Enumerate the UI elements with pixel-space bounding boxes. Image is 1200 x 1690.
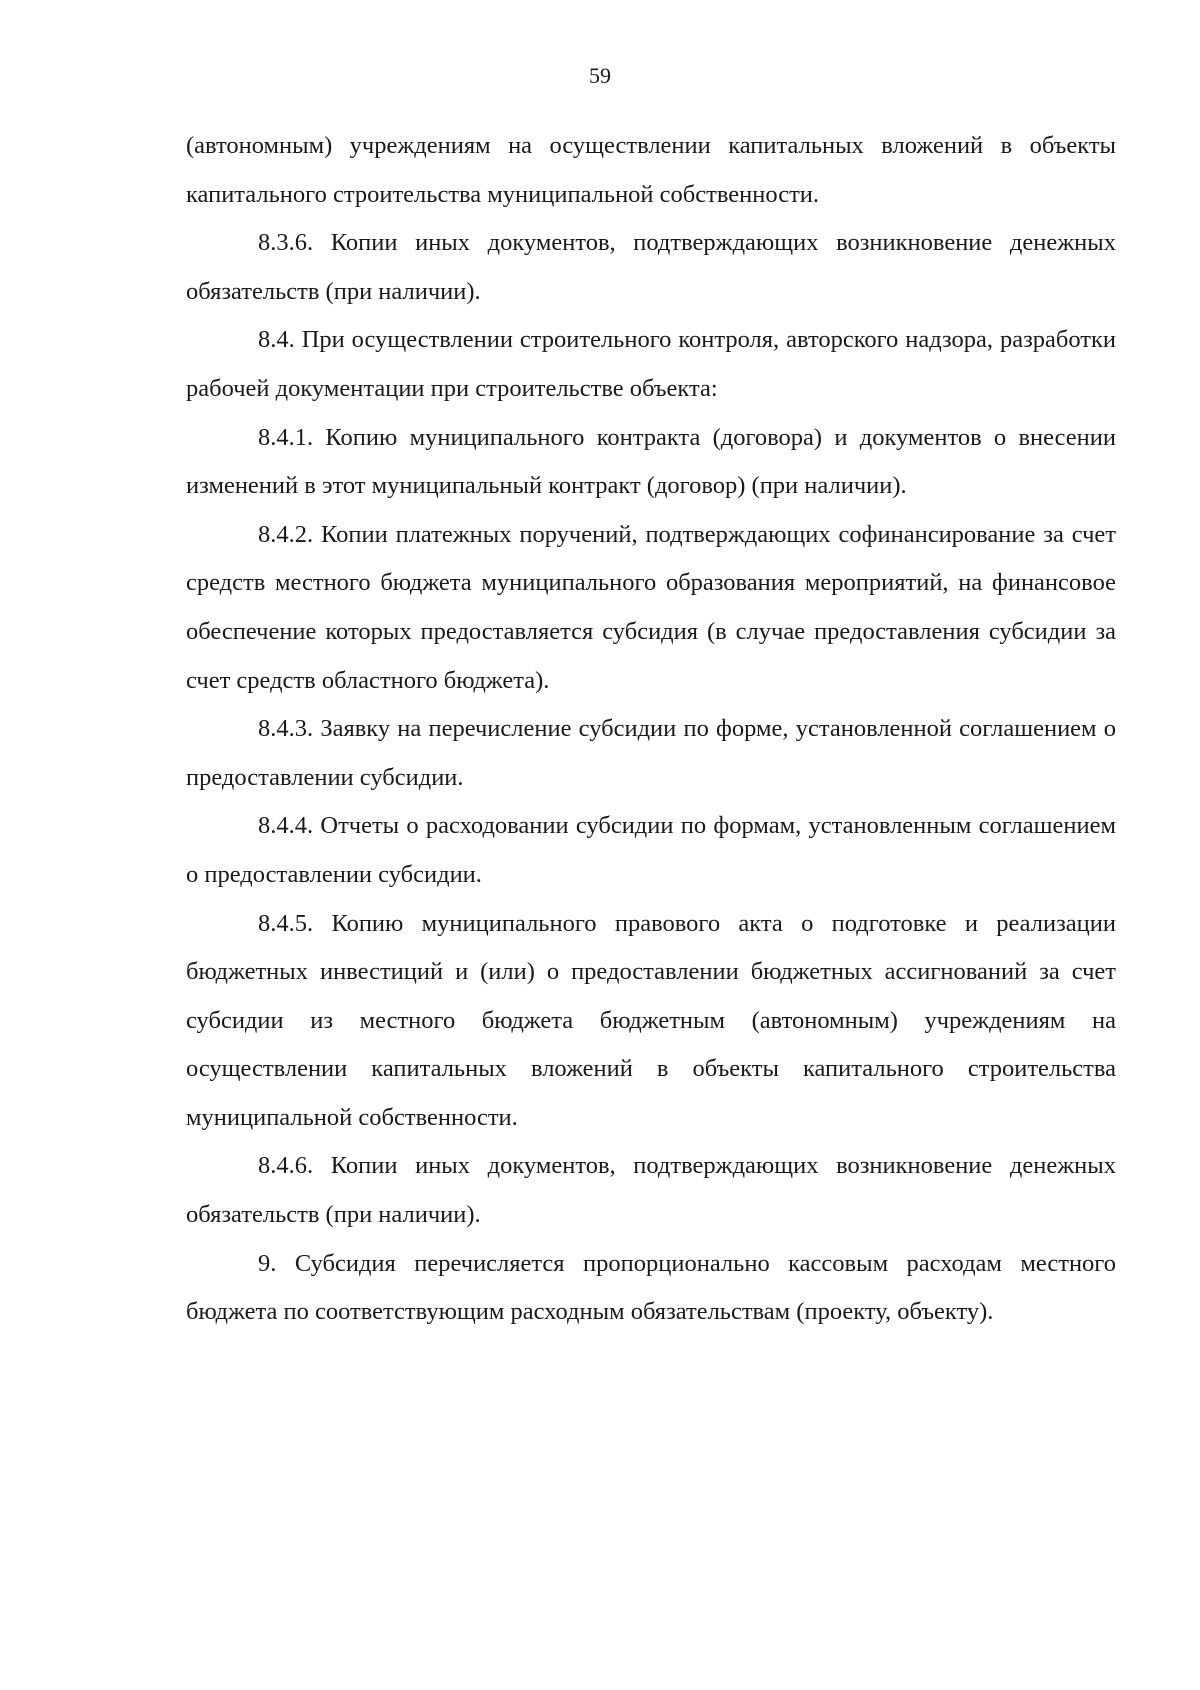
paragraph-8-4-1: 8.4.1. Копию муниципального контракта (договора) и документов о внесении изменений в этот муниципальный контракт (договор) (при наличии). xyxy=(186,423,1116,500)
paragraph-8-4-4: 8.4.4. Отчеты о расходовании субсидии по формам, установленным соглашением о предоставлении субсидии. xyxy=(186,812,1116,888)
paragraph-9: 9. Субсидия перечисляется пропорционально кассовым расходам местного бюджета по соответствующим расходным обязательствам (проекту, объекту). xyxy=(186,1249,1116,1326)
paragraph-8-4-6: 8.4.6. Копии иных документов, подтверждающих возникновение денежных обязательств (при наличии). xyxy=(186,1152,1116,1229)
page-number: 59 xyxy=(589,63,611,88)
paragraph-8-3-6: 8.3.6. Копии иных документов, подтверждающих возникновение денежных обязательств (при наличии). xyxy=(186,229,1116,305)
paragraph-8-4-2: 8.4.2. Копии платежных поручений, подтверждающих софинансирование за счет средств местного бюджета муниципального образования мероприятий, на финансовое обеспечение которых предоставляется субсидия (в случае предоставления субсидии за счет средств областного бюджета). xyxy=(186,520,1116,694)
paragraph-8-4-3: 8.4.3. Заявку на перечисление субсидии по форме, установленной соглашением о предоставлении субсидии. xyxy=(186,715,1116,791)
paragraph-8-4-5: 8.4.5. Копию муниципального правового акта о подготовке и реализации бюджетных инвестиций и (или) о предоставлении бюджетных ассигнований за счет субсидии из местного бюджета бюджетным (автономным) учреждениям на осуществлении капитальных вложений в объекты капитального строительства муниципальной собственности. xyxy=(186,909,1116,1131)
document-body xyxy=(186,122,1116,1337)
paragraph-8-4: 8.4. При осуществлении строительного контроля, авторского надзора, разработки рабочей документации при строительстве объекта: xyxy=(186,326,1116,402)
paragraph-continuation: (автономным) учреждениям на осуществлении капитальных вложений в объекты капитального строительства муниципальной собственности. xyxy=(186,132,1116,208)
